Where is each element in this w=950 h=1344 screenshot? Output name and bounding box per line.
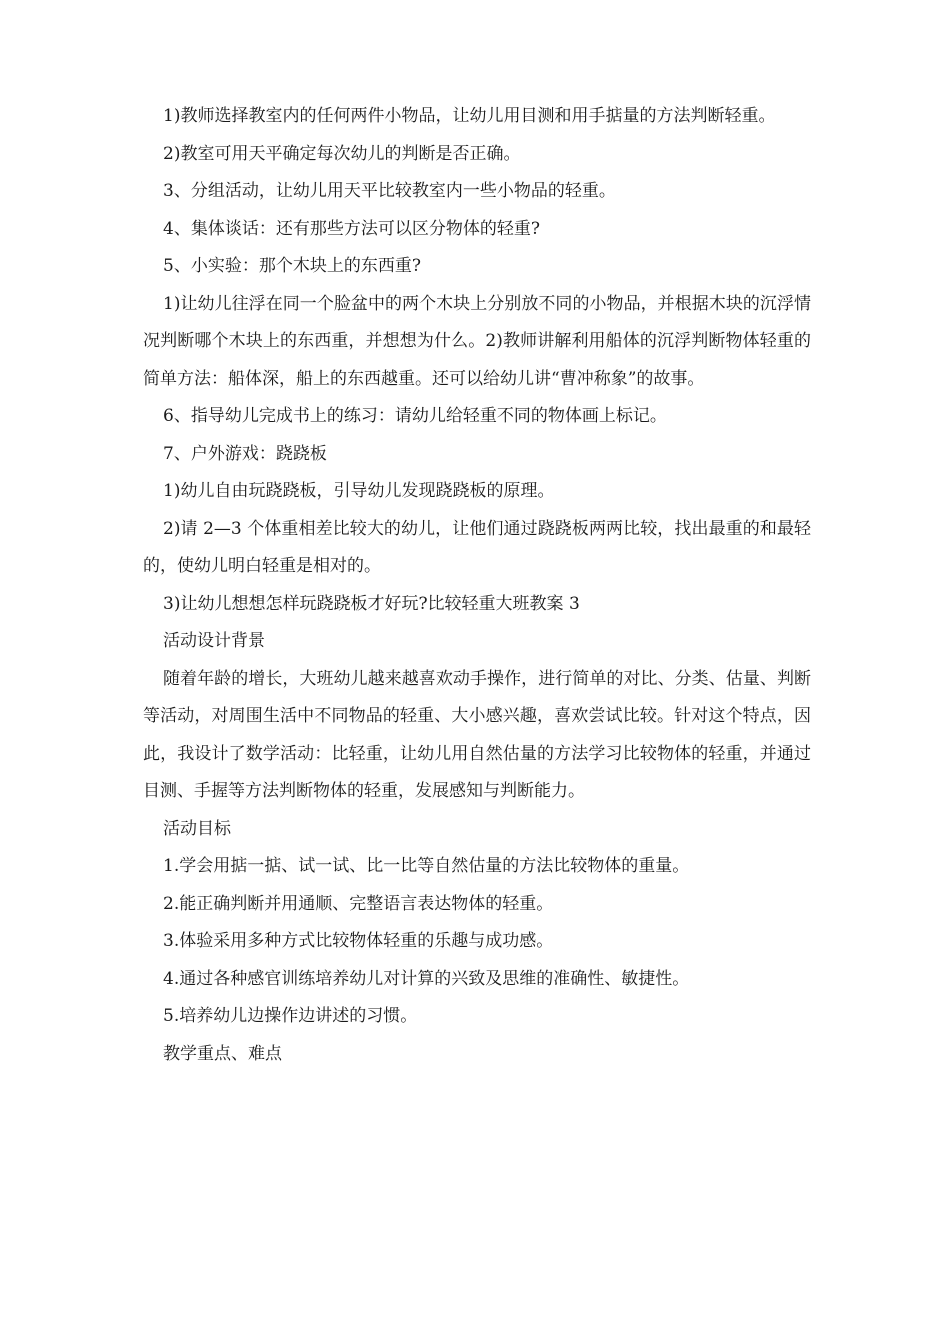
paragraph-step-1-1: 1)教师选择教室内的任何两件小物品，让幼儿用目测和用手掂量的方法判断轻重。: [163, 106, 776, 126]
section-heading-background: 活动设计背景: [163, 631, 265, 651]
paragraph-step-5-detail: 1)让幼儿往浮在同一个脸盆中的两个木块上分别放不同的小物品，并根据木块的沉浮情况判断哪个木块上的东西重，并想想为什么。2)教师讲解利用船体的沉浮判断物体轻重的简单方法：船体深，船上的东西越重。还可以给幼儿讲“曹冲称象”的故事。: [143, 293, 811, 389]
paragraph-step-1-2: 2)教室可用天平确定每次幼儿的判断是否正确。: [163, 143, 521, 164]
goal-item-4: 4.通过各种感官训练培养幼儿对计算的兴致及思维的准确性、敏捷性。: [163, 968, 690, 989]
document-body: [143, 98, 811, 1073]
paragraph-step-7-1: 1)幼儿自由玩跷跷板，引导幼儿发现跷跷板的原理。: [163, 481, 555, 501]
goal-item-1: 1.学会用掂一掂、试一试、比一比等自然估量的方法比较物体的重量。: [163, 856, 690, 876]
paragraph-step-3: 3、分组活动，让幼儿用天平比较教室内一些小物品的轻重。: [163, 181, 616, 201]
paragraph-step-4: 4、集体谈话：还有那些方法可以区分物体的轻重?: [163, 218, 540, 239]
paragraph-step-7-3: 3)让幼儿想想怎样玩跷跷板才好玩?比较轻重大班教案 3: [163, 593, 580, 614]
paragraph-step-5: 5、小实验：那个木块上的东西重?: [163, 256, 421, 276]
paragraph-step-6: 6、指导幼儿完成书上的练习：请幼儿给轻重不同的物体画上标记。: [163, 406, 667, 426]
section-heading-key-points: 教学重点、难点: [163, 1043, 282, 1064]
paragraph-step-7: 7、户外游戏：跷跷板: [163, 443, 327, 464]
goal-item-3: 3.体验采用多种方式比较物体轻重的乐趣与成功感。: [163, 931, 554, 951]
paragraph-step-7-2: 2)请 2—3 个体重相差比较大的幼儿，让他们通过跷跷板两两比较，找出最重的和最轻的，使幼儿明白轻重是相对的。: [143, 518, 811, 576]
paragraph-background: 随着年龄的增长，大班幼儿越来越喜欢动手操作，进行简单的对比、分类、估量、判断等活动，对周围生活中不同物品的轻重、大小感兴趣，喜欢尝试比较。针对这个特点，因此，我设计了数学活动：比轻重，让幼儿用自然估量的方法学习比较物体的轻重，并通过目测、手握等方法判断物体的轻重，发展感知与判断能力。: [143, 668, 811, 801]
goal-item-2: 2.能正确判断并用通顺、完整语言表达物体的轻重。: [163, 893, 554, 914]
goal-item-5: 5.培养幼儿边操作边讲述的习惯。: [163, 1006, 418, 1026]
section-heading-goals: 活动目标: [163, 818, 231, 839]
